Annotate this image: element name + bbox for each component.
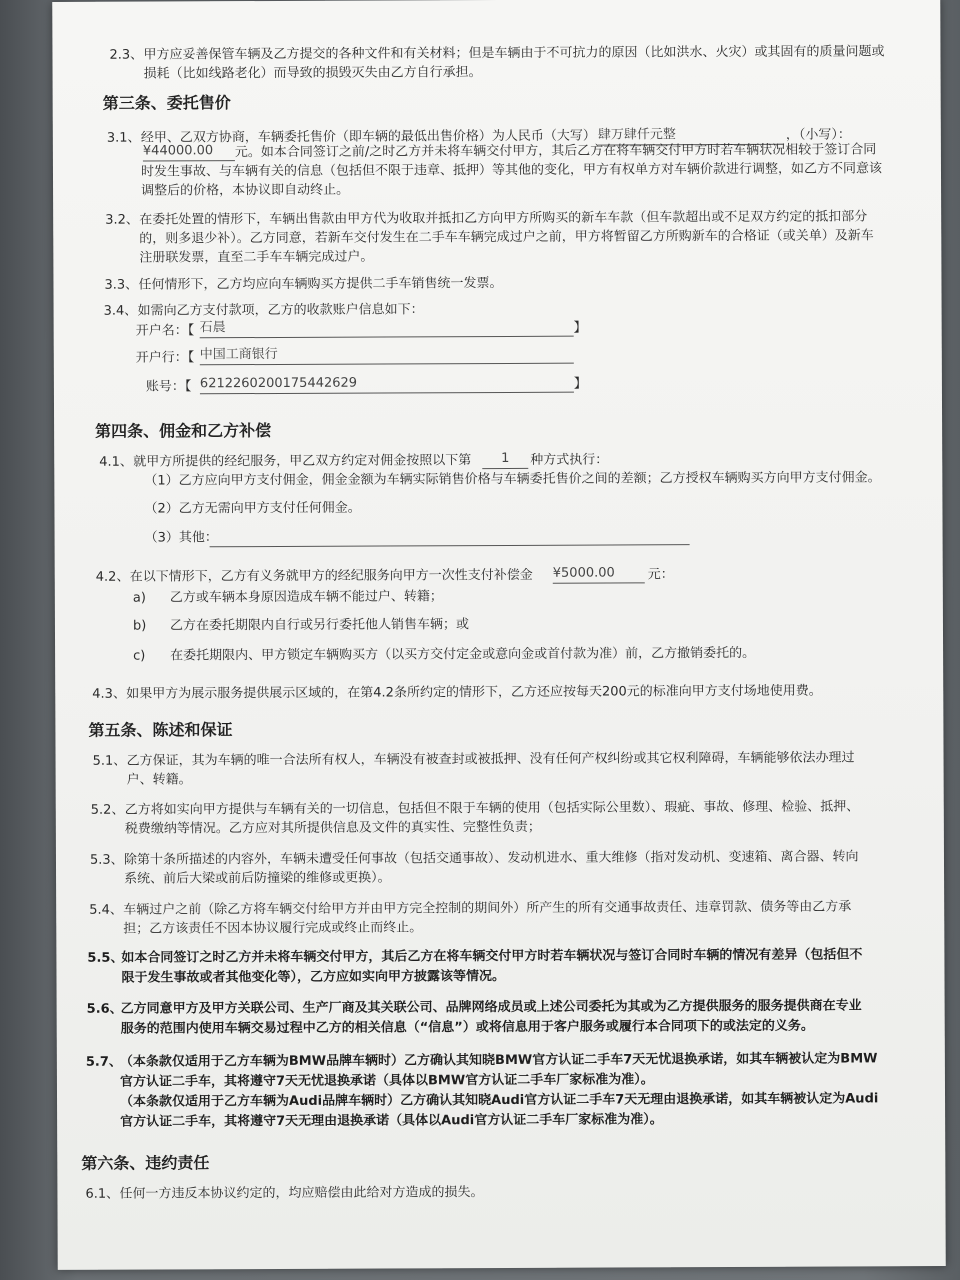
clause-2-3-number: 2.3、 — [109, 47, 144, 63]
clause-4-2-text-a: 在以下情形下，乙方有义务就甲方的经纪服务向甲方一次性支付补偿金 — [129, 567, 533, 585]
compensation-amount-field: ¥5000.00 — [553, 564, 645, 583]
account-name-bracket: 】 — [573, 320, 587, 336]
account-name-label: 开户名：【 — [135, 323, 195, 339]
clause-5-3-number: 5.3、 — [89, 852, 124, 868]
clause-3-2-number: 3.2、 — [105, 212, 139, 228]
account-name-field: 石晨 — [200, 318, 574, 339]
article-3-heading: 第三条、委托售价 — [102, 93, 231, 113]
clause-3-1-line4: 调整后的价格，本协议即自动终止。 — [141, 182, 350, 199]
contract-page — [52, 0, 946, 1270]
article-4-heading: 第四条、佣金和乙方补偿 — [95, 420, 272, 441]
clause-5-2-line1: 乙方将如实向甲方提供与车辆有关的一切信息，包括但不限于车辆的使用（包括实际公里数）、瑕疵、事故、修理、检验、抵押、 — [124, 799, 860, 818]
clause-3-1-text-a: 经甲、乙双方协商，车辆委托售价（即车辆的最低出售价格）为人民币（大写） — [140, 128, 596, 146]
item-b-label: b) — [132, 618, 147, 634]
clause-3-1-number: 3.1、 — [106, 130, 141, 146]
clause-3-4-number: 3.4、 — [103, 303, 138, 319]
clause-5-7-number: 5.7、 — [85, 1054, 122, 1070]
account-number-bracket: 】 — [573, 376, 587, 392]
clause-5-1-line1: 乙方保证，其为车辆的唯一合法所有权人，车辆没有被查封或被抵押、没有任何产权纠纷或其它权利障碍，车辆能够依法办理过 — [126, 750, 855, 769]
clause-5-2-line2: 税费缴纳等情况。乙方应对其所提供信息及文件的真实性、完整性负责； — [124, 819, 541, 837]
account-number-field: 6212260200175442629 — [200, 374, 574, 395]
clause-5-4-line2: 担；乙方该责任不因本协议履行完成或终止而终止。 — [123, 920, 423, 937]
clause-3-1-line2: 元。如本合同签订之前/之时乙方并未将车辆交付甲方，其后乙方在将车辆交付甲方时若车辆状况相较于签订合同 — [234, 142, 877, 161]
item-a-text: 乙方或车辆本身原因造成车辆不能过户、转籍； — [169, 589, 443, 606]
clause-3-1-text-b: ，（小写）： — [785, 127, 851, 143]
clause-4-1-text-b: 种方式执行： — [530, 452, 609, 468]
clause-5-7-line3: （本条款仅适用于乙方车辆为Audi品牌车辆时）乙方确认其知晓Audi官方认证二手车7天无理由退换承诺，如其车辆被认定为Audi — [120, 1091, 879, 1110]
clause-3-2-line1: 在委托处置的情形下，车辆出售款由甲方代为收取并抵扣乙方向甲方所购买的新车车款（但车款超出或不足双方约定的抵扣部分 — [139, 209, 868, 228]
clause-3-3-line1: 任何情形下，乙方均应向车辆购买方提供二手车销售统一发票。 — [138, 275, 503, 293]
clause-3-2-line2: 的，则多退少补）。乙方同意，若新车交付发生在二手车车辆完成过户之前，甲方将暂留乙方所购新车的合格证（或关单）及新车 — [139, 228, 874, 247]
clause-5-1-number: 5.1、 — [92, 753, 127, 769]
commission-option-3: （3）其他： — [144, 530, 218, 546]
commission-option-field: 1 — [482, 450, 528, 469]
clause-5-5-line1: 如本合同签订之时乙方并未将车辆交付甲方，其后乙方在将车辆交付甲方时若车辆状况与签订合同时车辆的情况有差异（包括但不 — [121, 947, 863, 966]
clause-5-6-number: 5.6、 — [86, 1001, 123, 1017]
clause-5-6-line2: 服务的范围内使用车辆交易过程中乙方的相关信息（“信息”）或将信息用于客户服务或履行本合同项下的或法定的义务。 — [120, 1018, 814, 1037]
price-uppercase-field: 肆万肆仟元整 — [598, 126, 784, 146]
clause-4-2-number: 4.2、 — [95, 569, 130, 585]
clause-4-1-text-a: 就甲方所提供的经纪服务，甲乙双方约定对佣金按照以下第 — [133, 453, 472, 470]
clause-5-6-line1: 乙方同意甲方及甲方关联公司、生产厂商及其关联公司、品牌网络成员或上述公司委托为其或为乙方提供服务的服务提供商在专业 — [120, 998, 862, 1017]
clause-5-7-line2: 官方认证二手车，其将遵守7天无忧退换承诺（具体以BMW官方认证二手车厂家标准为准）。 — [119, 1072, 654, 1090]
clause-5-7-line1: （本条款仅适用于乙方车辆为BMW品牌车辆时）乙方确认其知晓BMW官方认证二手车7天无忧退换承诺，如其车辆被认定为BMW — [119, 1051, 878, 1070]
item-c-text: 在委托期限内、甲方锁定车辆购买方（以买方交付定金或意向金或首付款为准）前，乙方撤销委托的。 — [170, 645, 756, 664]
clause-5-4-line1: 车辆过户之前（除乙方将车辆交付给甲方并由甲方完全控制的期间外）所产生的所有交通事故责任、违章罚款、债务等由乙方承 — [123, 899, 852, 918]
commission-option-1: （1）乙方应向甲方支付佣金，佣金金额为车辆实际销售价格与车辆委托售价之间的差额；乙方授权车辆购买方向甲方支付佣金。 — [144, 470, 881, 489]
account-number-label: 账号：【 — [145, 379, 192, 395]
account-bank-field: 中国工商银行 — [200, 345, 574, 366]
clause-3-1-line3: 时发生事故、与车辆有关的信息（包括但不限于违章、抵押）等其他的变化，甲方有权单方对车辆价款进行调整，如乙方不同意该 — [140, 161, 883, 180]
clause-5-1-line2: 户、转籍。 — [126, 772, 192, 788]
article-5-heading: 第五条、陈述和保证 — [88, 720, 233, 740]
item-b-text: 乙方在委托期限内自行或另行委托他人销售车辆；或 — [169, 617, 470, 634]
clause-3-2-line3: 注册联发票，直至二手车车辆完成过户。 — [139, 249, 374, 266]
clause-4-1-number: 4.1、 — [99, 454, 133, 470]
clause-2-3-line2: 损耗（比如线路老化）而导致的损毁灭失由乙方自行承担。 — [143, 65, 482, 82]
clause-3-4-line1: 如需向乙方支付款项，乙方的收款账户信息如下： — [137, 302, 424, 319]
item-a-label: a) — [132, 590, 146, 606]
clause-2-3-line1: 甲方应妥善保管车辆及乙方提交的各种文件和有关材料；但是车辆由于不可抗力的原因（比如洪水、火灾）或其固有的质量问题或 — [143, 44, 885, 63]
clause-5-4-number: 5.4、 — [89, 902, 123, 918]
clause-5-2-number: 5.2、 — [90, 802, 125, 818]
commission-other-field — [210, 526, 690, 547]
clause-5-5-number: 5.5、 — [87, 950, 124, 966]
account-bank-label: 开户行：【 — [135, 350, 195, 366]
clause-5-3-line1: 除第十条所描述的内容外，车辆未遭受任何事故（包括交通事故）、发动机进水、重大维修（指对发动机、变速箱、离合器、转向 — [123, 849, 859, 868]
clause-5-7-line4: 官方认证二手车，其将遵守7天无理由退换承诺（具体以Audi官方认证二手车厂家标准为准）。 — [120, 1112, 663, 1130]
clause-4-2-text-b: 元： — [647, 567, 674, 583]
clause-4-3-number: 4.3、 — [92, 686, 126, 702]
clause-6-1-number: 6.1、 — [85, 1186, 120, 1202]
clause-6-1-line1: 任何一方违反本协议约定的，均应赔偿由此给对方造成的损失。 — [119, 1185, 484, 1202]
clause-5-3-line2: 系统、前后大梁或前后防撞梁的维修或更换）。 — [124, 870, 391, 887]
item-c-label: c) — [133, 648, 146, 664]
clause-5-5-line2: 限于发生事故或者其他变化等），乙方应如实向甲方披露该等情况。 — [121, 968, 506, 986]
clause-4-3-line1: 如果甲方为展示服务提供展示区域的，在第4.2条所约定的情形下，乙方还应按每天200元的标准向甲方支付场地使用费。 — [126, 683, 822, 702]
price-numeric-field: ¥44000.00 — [143, 142, 235, 161]
article-6-heading: 第六条、违约责任 — [81, 1153, 210, 1173]
clause-3-3-number: 3.3、 — [104, 277, 139, 293]
commission-option-2: （2）乙方无需向甲方支付任何佣金。 — [144, 500, 361, 517]
